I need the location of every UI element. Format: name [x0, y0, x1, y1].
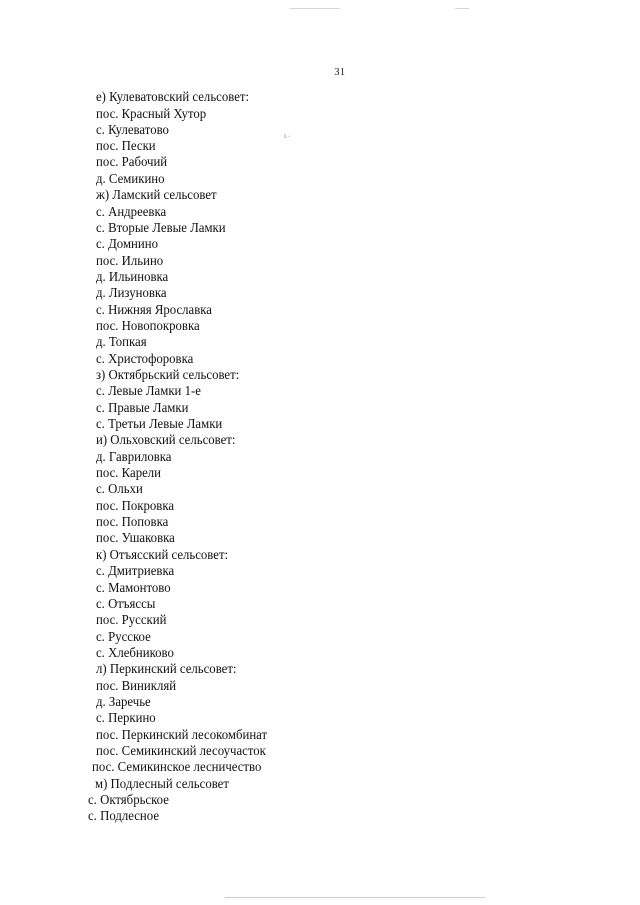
list-line: к) Отъясский сельсовет:	[96, 547, 229, 563]
page-number: 31	[334, 67, 346, 78]
list-line: с. Отъяссы	[96, 596, 156, 612]
scan-mark: I.··	[284, 134, 292, 140]
list-line: пос. Семикинское лесничество	[92, 759, 262, 775]
scan-dash-top	[290, 8, 340, 9]
list-line: д. Топкая	[96, 334, 147, 350]
list-line: с. Правые Ламки	[96, 400, 189, 416]
list-line: с. Дмитриевка	[96, 563, 175, 579]
list-line: с. Левые Ламки 1-е	[96, 383, 201, 399]
list-line: пос. Виникляй	[96, 678, 177, 694]
list-line: с. Подлесное	[88, 808, 160, 824]
list-line: пос. Покровка	[96, 498, 175, 514]
list-line: пос. Карели	[96, 465, 162, 481]
scan-dash-bottom	[225, 897, 485, 898]
list-line: пос. Красный Хутор	[96, 106, 207, 122]
list-line: с. Нижняя Ярославка	[96, 302, 212, 318]
list-line: д. Заречье	[96, 694, 151, 710]
list-line: с. Андреевка	[96, 204, 167, 220]
list-line: и) Ольховский сельсовет:	[96, 432, 236, 448]
list-line: пос. Русский	[96, 612, 167, 628]
list-line: с. Октябрьское	[88, 792, 169, 808]
list-line: д. Ильиновка	[96, 269, 169, 285]
list-line: пос. Ушаковка	[96, 530, 175, 546]
list-line: пос. Семикинский лесоучасток	[96, 743, 266, 759]
list-line: д. Гавриловка	[96, 449, 172, 465]
list-line: с. Хлебниково	[96, 645, 174, 661]
list-line: пос. Ильино	[96, 253, 164, 269]
list-line: м) Подлесный сельсовет	[95, 776, 229, 792]
list-line: с. Домнино	[96, 236, 159, 252]
list-line: пос. Пески	[96, 138, 156, 154]
list-line: д. Лизуновка	[96, 285, 167, 301]
list-line: с. Ольхи	[96, 481, 143, 497]
list-line: д. Семикино	[96, 171, 165, 187]
list-line: пос. Поповка	[96, 514, 169, 530]
list-line: с. Перкино	[96, 710, 156, 726]
list-line: пос. Новопокровка	[96, 318, 200, 334]
list-line: с. Вторые Левые Ламки	[96, 220, 226, 236]
list-line: пос. Рабочий	[96, 154, 168, 170]
list-line: пос. Перкинский лесокомбинат	[96, 727, 268, 743]
list-line: с. Кулеватово	[96, 122, 169, 138]
list-line: ж) Ламский сельсовет	[96, 187, 217, 203]
list-line: л) Перкинский сельсовет:	[96, 661, 237, 677]
list-line: с. Христофоровка	[96, 351, 194, 367]
list-line: з) Октябрьский сельсовет:	[96, 367, 240, 383]
list-line: е) Кулеватовский сельсовет:	[96, 89, 250, 105]
list-line: с. Мамонтово	[96, 580, 171, 596]
list-line: с. Русское	[96, 629, 151, 645]
list-line: с. Третьи Левые Ламки	[96, 416, 223, 432]
scan-dash-top-right	[455, 8, 469, 9]
